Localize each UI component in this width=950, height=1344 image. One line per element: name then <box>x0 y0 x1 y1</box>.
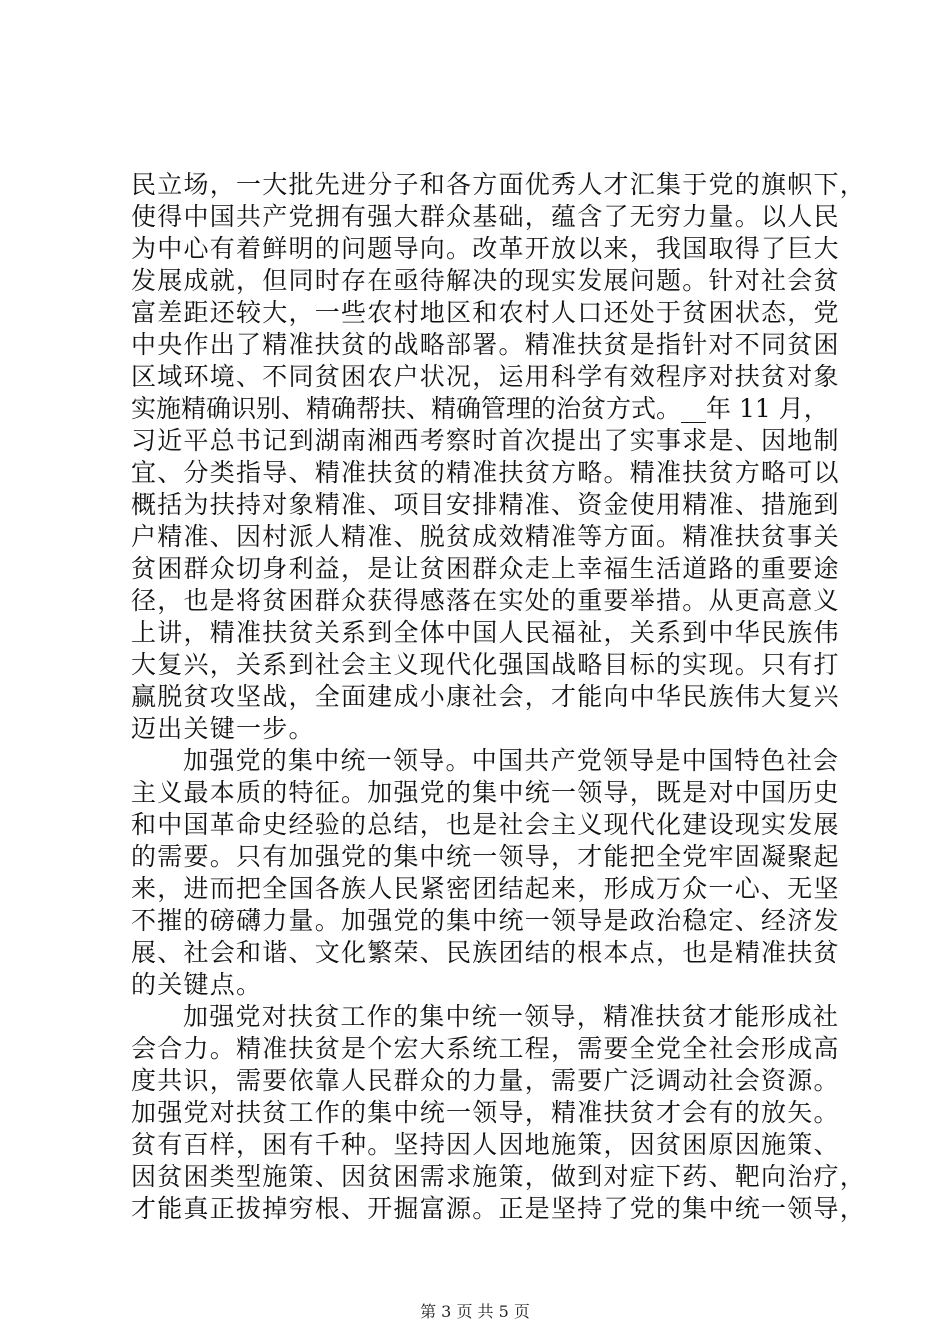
text-line: 民立场，一大批先进分子和各方面优秀人才汇集于党的旗帜下， <box>131 170 867 199</box>
text-line: 径，也是将贫困群众获得感落在实处的重要举措。从更高意义 <box>131 586 840 615</box>
text-line: 赢脱贫攻坚战，全面建成小康社会，才能向中华民族伟大复兴 <box>131 682 840 711</box>
text-line: 的需要。只有加强党的集中统一领导，才能把全党牢固凝聚起 <box>131 842 840 871</box>
text-line: 概括为扶持对象精准、项目安排精准、资金使用精准、措施到 <box>131 490 840 519</box>
text-line: 富差距还较大，一些农村地区和农村人口还处于贫困状态，党 <box>131 298 840 327</box>
text-line: 才能真正拔掉穷根、开掘富源。正是坚持了党的集中统一领导， <box>131 1194 867 1223</box>
text-line: 展、社会和谐、文化繁荣、民族团结的根本点，也是精准扶贫 <box>131 938 840 967</box>
text-line: 发展成就，但同时存在亟待解决的现实发展问题。针对社会贫 <box>131 266 840 295</box>
page-footer: 第 3 页 共 5 页 <box>420 1302 530 1321</box>
text-line: 度共识，需要依靠人民群众的力量，需要广泛调动社会资源。 <box>131 1066 840 1095</box>
text-line: 区域环境、不同贫困农户状况，运用科学有效程序对扶贫对象 <box>131 362 840 391</box>
text-line: 习近平总书记到湖南湘西考察时首次提出了实事求是、因地制 <box>131 426 840 455</box>
document-body <box>131 169 867 1225</box>
text-line: 加强党对扶贫工作的集中统一领导，精准扶贫才能形成社 <box>183 1002 840 1031</box>
text-line: 上讲，精准扶贫关系到全体中国人民福祉，关系到中华民族伟 <box>131 618 840 647</box>
text-line: 中央作出了精准扶贫的战略部署。精准扶贫是指针对不同贫困 <box>131 330 840 359</box>
text-line: 和中国革命史经验的总结，也是社会主义现代化建设现实发展 <box>131 810 840 839</box>
text-line: 实施精确识别、精确帮扶、精确管理的治贫方式。__年 11 月， <box>131 394 829 423</box>
text-line: 宜、分类指导、精准扶贫的精准扶贫方略。精准扶贫方略可以 <box>131 458 840 487</box>
text-line: 会合力。精准扶贫是个宏大系统工程，需要全党全社会形成高 <box>131 1034 840 1063</box>
text-line: 主义最本质的特征。加强党的集中统一领导，既是对中国历史 <box>131 778 840 807</box>
text-line: 大复兴，关系到社会主义现代化强国战略目标的实现。只有打 <box>131 650 840 679</box>
text-line: 的关键点。 <box>131 970 263 999</box>
text-line: 贫困群众切身利益，是让贫困群众走上幸福生活道路的重要途 <box>131 554 840 583</box>
text-line: 贫有百样，困有千种。坚持因人因地施策，因贫困原因施策、 <box>131 1130 840 1159</box>
text-line: 因贫困类型施策、因贫困需求施策，做到对症下药、靶向治疗， <box>131 1162 867 1191</box>
text-line: 为中心有着鲜明的问题导向。改革开放以来，我国取得了巨大 <box>131 234 840 263</box>
text-line: 使得中国共产党拥有强大群众基础，蕴含了无穷力量。以人民 <box>131 202 840 231</box>
text-line: 迈出关键一步。 <box>131 714 315 743</box>
text-line: 来，进而把全国各族人民紧密团结起来，形成万众一心、无坚 <box>131 874 840 903</box>
text-line: 户精准、因村派人精准、脱贫成效精准等方面。精准扶贫事关 <box>131 522 840 551</box>
text-line: 加强党对扶贫工作的集中统一领导，精准扶贫才会有的放矢。 <box>131 1098 840 1127</box>
text-line: 不摧的磅礴力量。加强党的集中统一领导是政治稳定、经济发 <box>131 906 840 935</box>
text-line: 加强党的集中统一领导。中国共产党领导是中国特色社会 <box>183 746 840 775</box>
